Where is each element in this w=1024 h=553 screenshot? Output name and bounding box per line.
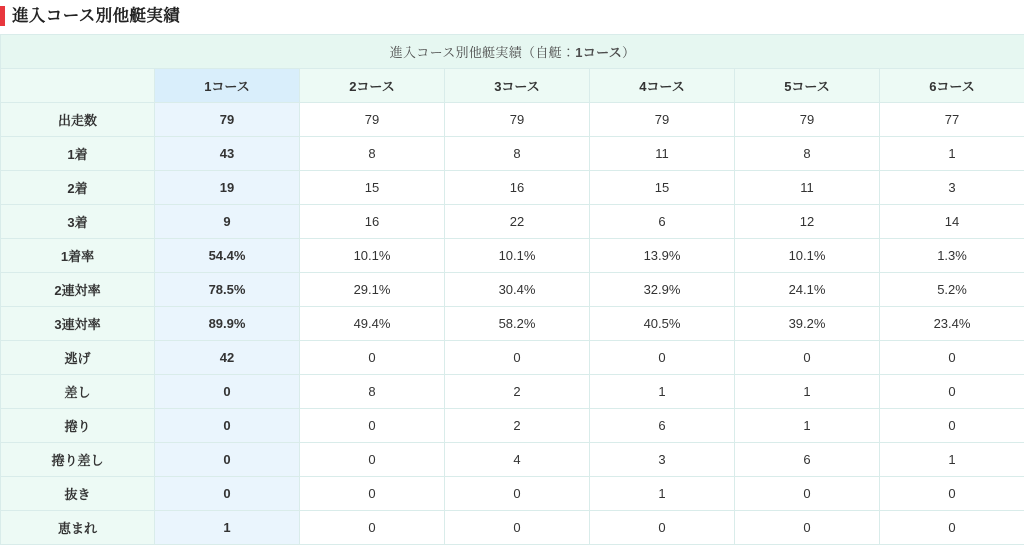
cell-nige-5: 0 bbox=[735, 341, 880, 375]
cell-megumare-3: 0 bbox=[445, 511, 590, 545]
cell-sashi-6: 0 bbox=[880, 375, 1024, 409]
table-row bbox=[1, 273, 1024, 307]
row-label-top3-rate: 3連対率 bbox=[1, 307, 155, 341]
cell-top2-rate-5: 24.1% bbox=[735, 273, 880, 307]
table-row bbox=[1, 103, 1024, 137]
cell-sashi-3: 2 bbox=[445, 375, 590, 409]
table-row bbox=[1, 205, 1024, 239]
cell-top3-rate-2: 49.4% bbox=[300, 307, 445, 341]
row-label-second: 2着 bbox=[1, 171, 155, 205]
row-label-third: 3着 bbox=[1, 205, 155, 239]
caption-prefix: 進入コース別他艇実績（自艇： bbox=[389, 45, 576, 60]
cell-first-2: 8 bbox=[300, 137, 445, 171]
cell-win-rate-4: 13.9% bbox=[590, 239, 735, 273]
cell-win-rate-1: 54.4% bbox=[155, 239, 300, 273]
cell-top3-rate-4: 40.5% bbox=[590, 307, 735, 341]
cell-top3-rate-3: 58.2% bbox=[445, 307, 590, 341]
cell-win-rate-5: 10.1% bbox=[735, 239, 880, 273]
cell-sashi-2: 8 bbox=[300, 375, 445, 409]
cell-makuri-2: 0 bbox=[300, 409, 445, 443]
cell-second-1: 19 bbox=[155, 171, 300, 205]
cell-top3-rate-5: 39.2% bbox=[735, 307, 880, 341]
cell-megumare-6: 0 bbox=[880, 511, 1024, 545]
header-corner-cell bbox=[1, 69, 155, 103]
column-header-6: 6コース bbox=[880, 69, 1024, 103]
cell-first-1: 43 bbox=[155, 137, 300, 171]
cell-makurizashi-2: 0 bbox=[300, 443, 445, 477]
cell-nige-6: 0 bbox=[880, 341, 1024, 375]
cell-megumare-5: 0 bbox=[735, 511, 880, 545]
cell-third-4: 6 bbox=[590, 205, 735, 239]
cell-top2-rate-4: 32.9% bbox=[590, 273, 735, 307]
cell-win-rate-3: 10.1% bbox=[445, 239, 590, 273]
heading-label: 進入コース別他艇実績 bbox=[12, 7, 181, 25]
cell-top2-rate-6: 5.2% bbox=[880, 273, 1024, 307]
cell-makurizashi-1: 0 bbox=[155, 443, 300, 477]
row-label-megumare: 恵まれ bbox=[1, 511, 155, 545]
cell-sashi-5: 1 bbox=[735, 375, 880, 409]
cell-megumare-2: 0 bbox=[300, 511, 445, 545]
cell-win-rate-6: 1.3% bbox=[880, 239, 1024, 273]
cell-nige-4: 0 bbox=[590, 341, 735, 375]
stats-table-container bbox=[0, 34, 1024, 545]
cell-megumare-4: 0 bbox=[590, 511, 735, 545]
cell-makuri-1: 0 bbox=[155, 409, 300, 443]
cell-win-rate-2: 10.1% bbox=[300, 239, 445, 273]
cell-first-4: 11 bbox=[590, 137, 735, 171]
table-row bbox=[1, 477, 1024, 511]
table-body bbox=[1, 103, 1024, 545]
cell-makuri-6: 0 bbox=[880, 409, 1024, 443]
row-label-first: 1着 bbox=[1, 137, 155, 171]
cell-nuki-6: 0 bbox=[880, 477, 1024, 511]
row-label-top2-rate: 2連対率 bbox=[1, 273, 155, 307]
cell-top2-rate-3: 30.4% bbox=[445, 273, 590, 307]
cell-top3-rate-1: 89.9% bbox=[155, 307, 300, 341]
cell-makurizashi-4: 3 bbox=[590, 443, 735, 477]
cell-first-3: 8 bbox=[445, 137, 590, 171]
caption-suffix: ） bbox=[622, 45, 636, 60]
cell-makurizashi-5: 6 bbox=[735, 443, 880, 477]
cell-starts-1: 79 bbox=[155, 103, 300, 137]
cell-second-5: 11 bbox=[735, 171, 880, 205]
cell-third-6: 14 bbox=[880, 205, 1024, 239]
row-label-starts: 出走数 bbox=[1, 103, 155, 137]
cell-second-4: 15 bbox=[590, 171, 735, 205]
cell-third-5: 12 bbox=[735, 205, 880, 239]
cell-starts-5: 79 bbox=[735, 103, 880, 137]
cell-starts-3: 79 bbox=[445, 103, 590, 137]
cell-sashi-4: 1 bbox=[590, 375, 735, 409]
cell-second-6: 3 bbox=[880, 171, 1024, 205]
table-row bbox=[1, 239, 1024, 273]
cell-third-2: 16 bbox=[300, 205, 445, 239]
cell-starts-6: 77 bbox=[880, 103, 1024, 137]
course-entry-stats-table bbox=[0, 34, 1024, 545]
cell-nige-1: 42 bbox=[155, 341, 300, 375]
cell-nuki-2: 0 bbox=[300, 477, 445, 511]
table-header-row bbox=[1, 69, 1024, 103]
cell-first-6: 1 bbox=[880, 137, 1024, 171]
table-caption-row bbox=[1, 35, 1024, 69]
row-label-sashi: 差し bbox=[1, 375, 155, 409]
table-caption bbox=[1, 35, 1024, 69]
caption-self-course: 1コース bbox=[575, 45, 623, 60]
cell-megumare-1: 1 bbox=[155, 511, 300, 545]
column-header-5: 5コース bbox=[735, 69, 880, 103]
cell-third-3: 22 bbox=[445, 205, 590, 239]
row-label-nuki: 抜き bbox=[1, 477, 155, 511]
table-row bbox=[1, 171, 1024, 205]
table-row bbox=[1, 137, 1024, 171]
row-label-makuri: 捲り bbox=[1, 409, 155, 443]
cell-nuki-1: 0 bbox=[155, 477, 300, 511]
table-row bbox=[1, 443, 1024, 477]
row-label-nige: 逃げ bbox=[1, 341, 155, 375]
row-label-win-rate: 1着率 bbox=[1, 239, 155, 273]
cell-makurizashi-6: 1 bbox=[880, 443, 1024, 477]
cell-third-1: 9 bbox=[155, 205, 300, 239]
page-title bbox=[0, 0, 1024, 34]
cell-starts-4: 79 bbox=[590, 103, 735, 137]
column-header-2: 2コース bbox=[300, 69, 445, 103]
cell-nuki-3: 0 bbox=[445, 477, 590, 511]
cell-top2-rate-1: 78.5% bbox=[155, 273, 300, 307]
cell-second-3: 16 bbox=[445, 171, 590, 205]
cell-second-2: 15 bbox=[300, 171, 445, 205]
table-row bbox=[1, 341, 1024, 375]
cell-makuri-3: 2 bbox=[445, 409, 590, 443]
cell-nige-3: 0 bbox=[445, 341, 590, 375]
cell-top3-rate-6: 23.4% bbox=[880, 307, 1024, 341]
cell-makurizashi-3: 4 bbox=[445, 443, 590, 477]
column-header-3: 3コース bbox=[445, 69, 590, 103]
table-head bbox=[1, 35, 1024, 103]
cell-nige-2: 0 bbox=[300, 341, 445, 375]
column-header-4: 4コース bbox=[590, 69, 735, 103]
table-row bbox=[1, 375, 1024, 409]
heading-accent-bar bbox=[0, 6, 5, 26]
cell-makuri-4: 6 bbox=[590, 409, 735, 443]
cell-top2-rate-2: 29.1% bbox=[300, 273, 445, 307]
column-header-1: 1コース bbox=[155, 69, 300, 103]
cell-nuki-4: 1 bbox=[590, 477, 735, 511]
cell-first-5: 8 bbox=[735, 137, 880, 171]
cell-nuki-5: 0 bbox=[735, 477, 880, 511]
cell-starts-2: 79 bbox=[300, 103, 445, 137]
cell-makuri-5: 1 bbox=[735, 409, 880, 443]
table-row bbox=[1, 511, 1024, 545]
table-row bbox=[1, 307, 1024, 341]
table-row bbox=[1, 409, 1024, 443]
row-label-makurizashi: 捲り差し bbox=[1, 443, 155, 477]
cell-sashi-1: 0 bbox=[155, 375, 300, 409]
